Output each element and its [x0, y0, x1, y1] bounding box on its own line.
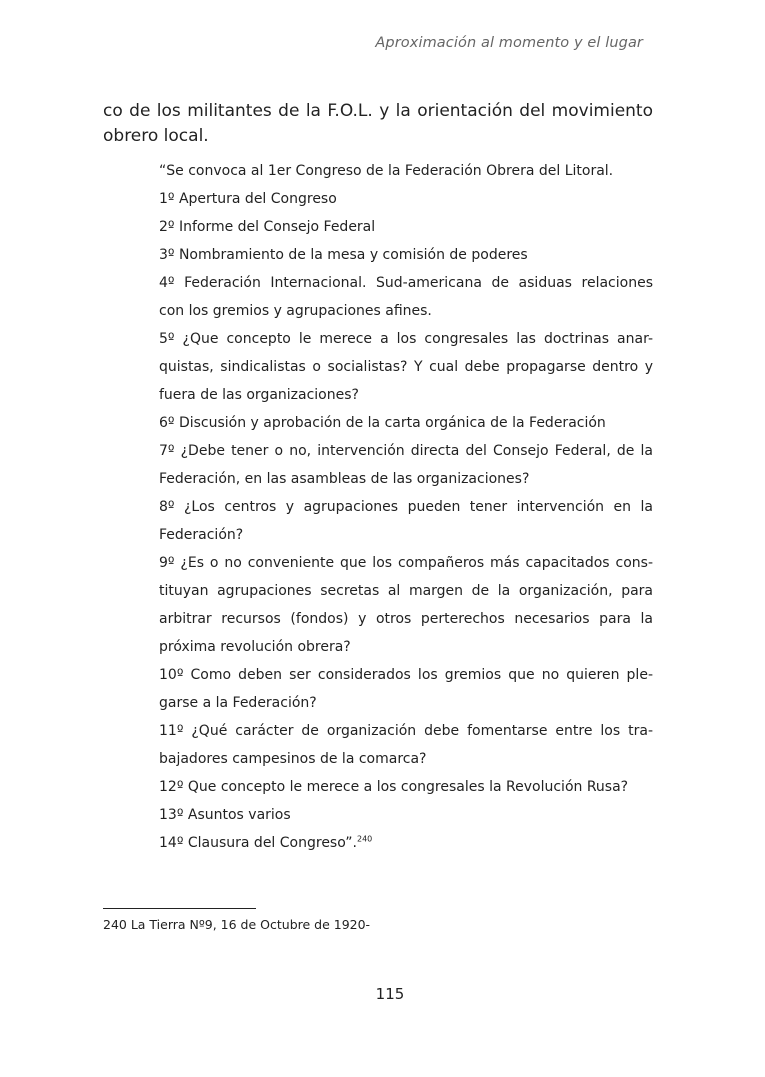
footnote-reference: 240	[357, 834, 373, 844]
agenda-item-7: 7º ¿Debe tener o no, intervención directa del Consejo Federal, de la	[159, 443, 653, 459]
agenda-item-5: 5º ¿Que concepto le merece a los congresales las doctrinas anar-	[159, 331, 653, 347]
agenda-item-6: 6º Discusión y aprobación de la carta orgánica de la Federación	[159, 415, 606, 431]
agenda-item-5-cont: quistas, sindicalistas o socialistas? Y cual debe propagarse dentro y	[159, 359, 653, 375]
intro-paragraph	[103, 99, 653, 149]
agenda-item-10-cont: garse a la Federación?	[159, 695, 317, 711]
agenda-item-14-text: 14º Clausura del Congreso”.	[159, 835, 357, 851]
agenda-item-1: 1º Apertura del Congreso	[159, 191, 337, 207]
agenda-item-11-cont: bajadores campesinos de la comarca?	[159, 751, 427, 767]
footnote-divider	[103, 908, 256, 909]
congress-agenda-quote	[159, 157, 653, 857]
agenda-item-14	[159, 829, 653, 857]
agenda-item-4-cont: con los gremios y agrupaciones afines.	[159, 303, 432, 319]
agenda-item-2: 2º Informe del Consejo Federal	[159, 219, 376, 235]
agenda-item-8: 8º ¿Los centros y agrupaciones pueden tener intervención en la	[159, 499, 653, 515]
page-number: 115	[375, 985, 405, 1003]
agenda-item-9-cont: tituyan agrupaciones secretas al margen de la organización, para	[159, 583, 653, 599]
agenda-item-13: 13º Asuntos varios	[159, 807, 291, 823]
agenda-item-3: 3º Nombramiento de la mesa y comisión de poderes	[159, 247, 528, 263]
agenda-item-5-cont: fuera de las organizaciones?	[159, 387, 359, 403]
agenda-item-9-cont: arbitrar recursos (fondos) y otros perterechos necesarios para la	[159, 611, 653, 627]
agenda-item-8-cont: Federación?	[159, 527, 244, 543]
running-header: Aproximación al momento y el lugar	[375, 35, 643, 51]
intro-line: obrero local.	[103, 126, 209, 146]
intro-line: co de los militantes de la F.O.L. y la orientación del movimiento	[103, 101, 653, 121]
agenda-item-12: 12º Que concepto le merece a los congresales la Revolución Rusa?	[159, 779, 629, 795]
agenda-item-9-cont: próxima revolución obrera?	[159, 639, 351, 655]
footnote: 240 La Tierra Nº9, 16 de Octubre de 1920-	[103, 917, 371, 932]
agenda-line: “Se convoca al 1er Congreso de la Federación Obrera del Litoral.	[159, 163, 614, 179]
agenda-item-4: 4º Federación Internacional. Sud-americana de asiduas relaciones	[159, 275, 653, 291]
agenda-item-9: 9º ¿Es o no conveniente que los compañeros más capacitados cons-	[159, 555, 653, 571]
agenda-item-10: 10º Como deben ser considerados los gremios que no quieren ple-	[159, 667, 653, 683]
agenda-item-7-cont: Federación, en las asambleas de las organizaciones?	[159, 471, 530, 487]
agenda-item-11: 11º ¿Qué carácter de organización debe fomentarse entre los tra-	[159, 723, 653, 739]
